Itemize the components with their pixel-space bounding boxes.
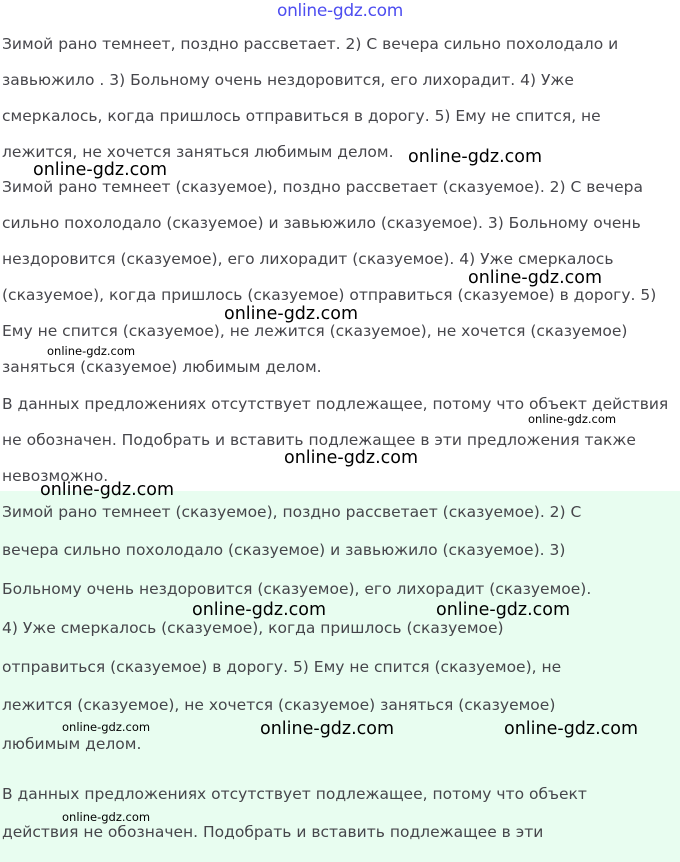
text-line: любимым делом.	[2, 735, 142, 753]
watermark: online-gdz.com	[192, 600, 327, 620]
text-line: Ему не спится (сказуемое), не лежится (сказуемое), не хочется (сказуемое)	[2, 322, 628, 340]
text-line: невозможно.	[2, 467, 109, 485]
text-line: нездоровится (сказуемое), его лихорадит (сказуемое). 4) Уже смеркалось	[2, 250, 614, 268]
watermark: online-gdz.com	[62, 810, 151, 824]
text-line: (сказуемое), когда пришлось (сказуемое) отправиться (сказуемое) в дорогу. 5)	[2, 286, 657, 304]
watermark: online-gdz.com	[224, 304, 359, 324]
text-line: завьюжило . 3) Больному очень нездоровится, его лихорадит. 4) Уже	[2, 71, 574, 89]
text-line: действия не обозначен. Подобрать и вставить подлежащее в эти	[2, 823, 544, 841]
text-line: отправиться (сказуемое) в дорогу. 5) Ему не спится (сказуемое), не	[2, 658, 562, 676]
text-line: В данных предложениях отсутствует подлежащее, потому что объект	[2, 785, 587, 803]
watermark: online-gdz.com	[260, 719, 395, 739]
watermark: online-gdz.com	[436, 600, 571, 620]
watermark: online-gdz.com	[47, 344, 136, 358]
watermark: online-gdz.com	[40, 480, 175, 500]
header-watermark: online-gdz.com	[276, 1, 403, 21]
watermark: online-gdz.com	[528, 412, 617, 426]
watermark: online-gdz.com	[468, 268, 603, 288]
text-line: смеркалось, когда пришлось отправиться в дорогу. 5) Ему не спится, не	[2, 107, 601, 125]
text-line: заняться (сказуемое) любимым делом.	[2, 358, 322, 376]
text-line: Больному очень нездоровится (сказуемое), его лихорадит (сказуемое).	[2, 580, 592, 598]
text-line: В данных предложениях отсутствует подлежащее, потому что объект действия	[2, 395, 669, 413]
watermark: online-gdz.com	[62, 720, 151, 734]
watermark: online-gdz.com	[33, 160, 168, 180]
text-line: Зимой рано темнеет (сказуемое), поздно рассветает (сказуемое). 2) С вечера	[2, 178, 643, 196]
text-line: вечера сильно похолодало (сказуемое) и завьюжило (сказуемое). 3)	[2, 541, 566, 559]
text-line: лежится (сказуемое), не хочется (сказуемое) заняться (сказуемое)	[2, 696, 556, 714]
watermark: online-gdz.com	[408, 147, 543, 167]
text-line: не обозначен. Подобрать и вставить подлежащее в эти предложения также	[2, 431, 636, 449]
text-line: лежится, не хочется заняться любимым делом.	[2, 143, 394, 161]
watermark: online-gdz.com	[504, 719, 639, 739]
text-line: сильно похолодало (сказуемое) и завьюжило (сказуемое). 3) Больному очень	[2, 214, 641, 232]
text-line: Зимой рано темнеет (сказуемое), поздно рассветает (сказуемое). 2) С	[2, 503, 582, 521]
text-line: Зимой рано темнеет, поздно рассветает. 2) С вечера сильно похолодало и	[2, 35, 619, 53]
watermark: online-gdz.com	[284, 448, 419, 468]
text-line: 4) Уже смеркалось (сказуемое), когда пришлось (сказуемое)	[2, 619, 504, 637]
